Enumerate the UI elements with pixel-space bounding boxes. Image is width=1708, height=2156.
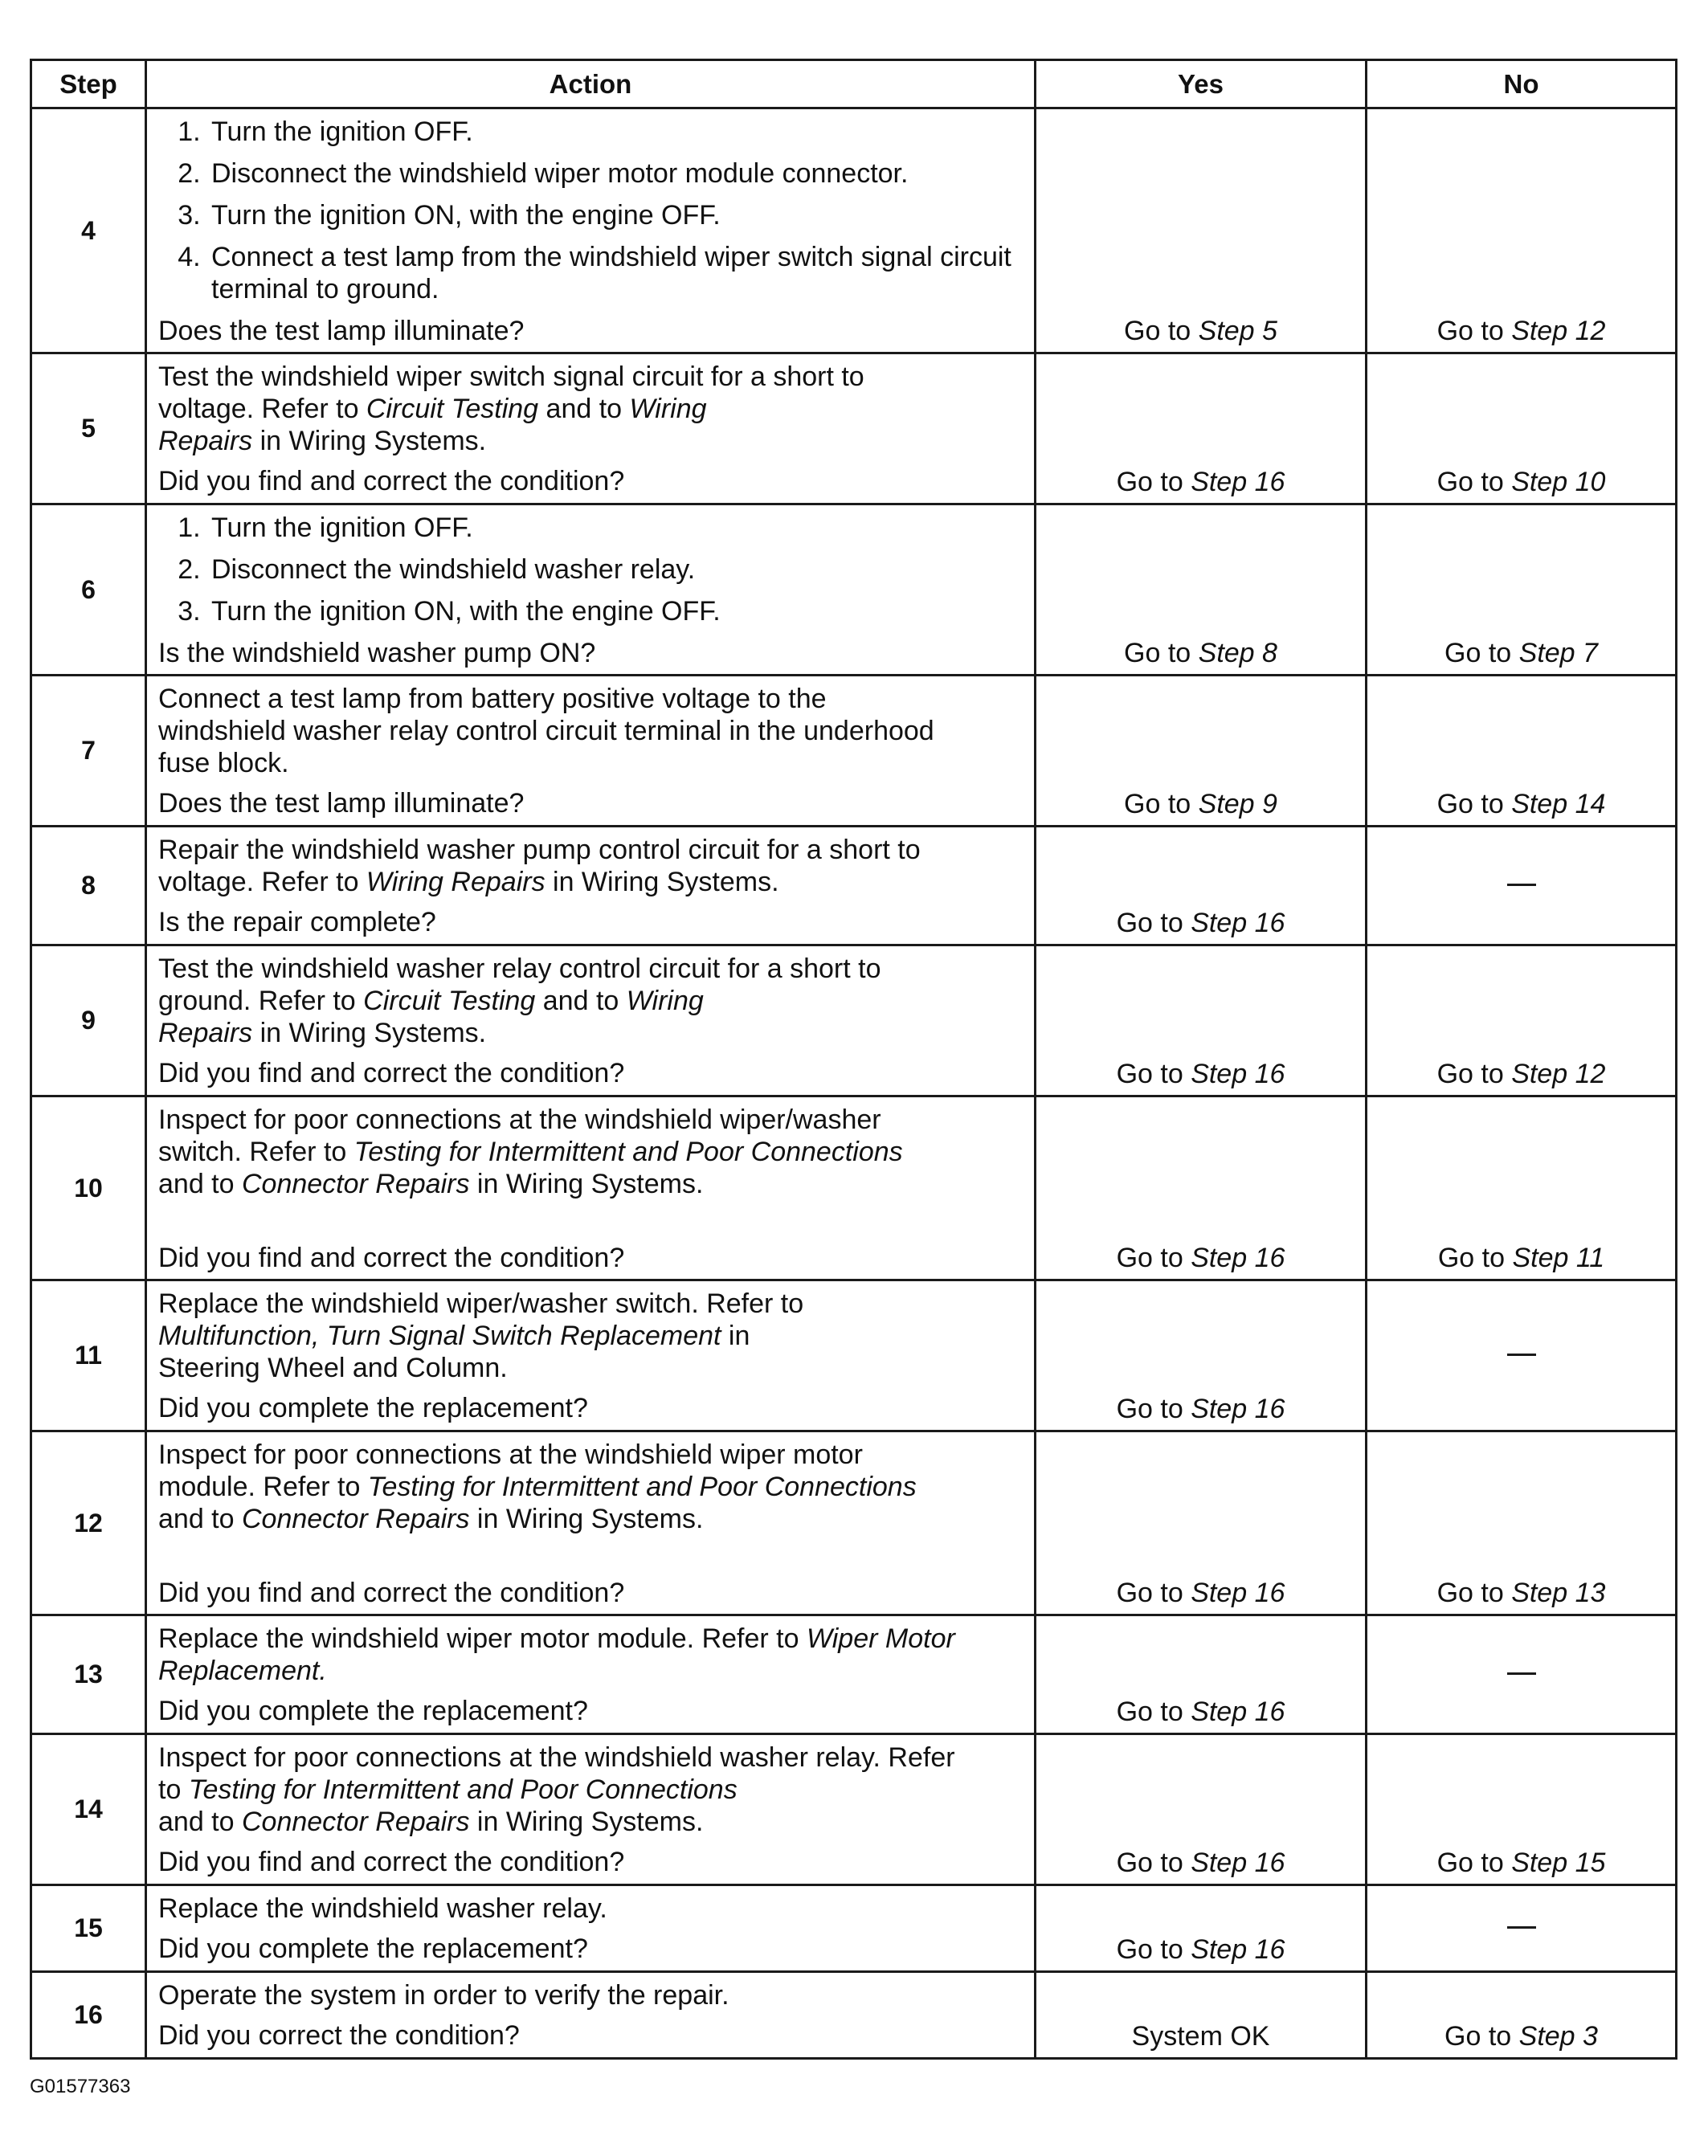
header-step: Step: [31, 60, 146, 108]
reference-link-text: Wiring: [626, 986, 704, 1016]
reference-link-text: Connector Repairs: [241, 1169, 470, 1199]
go-to-prefix: Go to: [1436, 1578, 1512, 1608]
step-number: 9: [31, 945, 146, 1096]
no-step-ref: Step 11: [1512, 1243, 1605, 1273]
no-step-ref: Step 14: [1511, 789, 1606, 819]
action-line: [158, 1017, 1023, 1049]
yes-result: [1036, 1431, 1367, 1615]
table-body: [31, 108, 1677, 2059]
no-step-ref: Step 12: [1511, 316, 1606, 346]
action-line: [158, 1806, 1023, 1838]
action-segment: Inspect for poor connections at the windshield wiper motor: [158, 1439, 863, 1470]
action-list-item: 4. Connect a test lamp from the windshield wiper switch signal circuit terminal to ground.: [208, 241, 1023, 305]
action-line: [158, 1352, 1023, 1384]
action-segment: module. Refer to: [158, 1472, 368, 1502]
table-row: [31, 1615, 1677, 1734]
yes-result: [1036, 1734, 1367, 1885]
step-number: 7: [31, 676, 146, 827]
action-segment: Replace the windshield washer relay.: [158, 1893, 607, 1924]
action-question: Did you find and correct the condition?: [158, 1847, 625, 1877]
action-text: [146, 1885, 1036, 1972]
step-number: 8: [31, 827, 146, 945]
action-line: [158, 1104, 1023, 1136]
action-segment: ground. Refer to: [158, 986, 364, 1016]
no-result: [1367, 108, 1677, 353]
action-segment: Replace the windshield wiper motor module. Refer to: [158, 1623, 807, 1654]
step-number: 14: [31, 1734, 146, 1885]
no-result: [1367, 353, 1677, 504]
reference-link-text: Repairs: [158, 426, 253, 456]
yes-step-ref: Step 16: [1191, 467, 1285, 497]
no-result: [1367, 1885, 1677, 1972]
no-result: [1367, 676, 1677, 827]
step-number: 5: [31, 353, 146, 504]
yes-result: [1036, 676, 1367, 827]
no-step-ref: Step 7: [1518, 638, 1598, 668]
yes-step-ref: Step 9: [1198, 789, 1277, 819]
action-segment: Inspect for poor connections at the windshield wiper/washer: [158, 1105, 881, 1135]
action-line: [158, 953, 1023, 985]
yes-step-ref: Step 16: [1191, 1848, 1285, 1878]
action-segment: Test the windshield washer relay control circuit for a short to: [158, 953, 881, 984]
action-line: [158, 1893, 1023, 1925]
action-text: [146, 1972, 1036, 2059]
action-line: [158, 1288, 1023, 1320]
action-segment: and to: [158, 1169, 242, 1199]
action-segment: and to: [158, 1504, 242, 1534]
reference-link-text: Multifunction, Turn Signal Switch Replacement: [158, 1321, 721, 1351]
yes-result: [1036, 108, 1367, 353]
table-row: [31, 1096, 1677, 1280]
action-list-item: 3. Turn the ignition ON, with the engine OFF.: [208, 595, 1023, 627]
action-line: [158, 1439, 1023, 1471]
table-row: [31, 1280, 1677, 1431]
diagnostic-table: [30, 59, 1677, 2060]
go-to-prefix: Go to: [1436, 1059, 1512, 1089]
action-list-item: 2. Disconnect the windshield wiper motor module connector.: [208, 157, 1023, 190]
no-step-ref: Step 10: [1511, 467, 1606, 497]
action-text: [146, 353, 1036, 504]
action-line: [158, 1655, 1023, 1687]
table-header-row: [31, 60, 1677, 108]
step-number: 16: [31, 1972, 146, 2059]
go-to-prefix: Go to: [1437, 1243, 1513, 1273]
go-to-prefix: Go to: [1116, 908, 1191, 938]
action-line: [158, 1320, 1023, 1352]
step-number: 15: [31, 1885, 146, 1972]
action-segment: Inspect for poor connections at the windshield washer relay. Refer: [158, 1742, 955, 1773]
go-to-prefix: Go to: [1116, 1243, 1191, 1273]
figure-id: G01577363: [30, 2076, 131, 2097]
go-to-prefix: Go to: [1124, 316, 1199, 346]
step-number: 13: [31, 1615, 146, 1734]
action-segment: voltage. Refer to: [158, 867, 366, 897]
table-row: [31, 676, 1677, 827]
header-action: Action: [146, 60, 1036, 108]
action-segment: to: [158, 1774, 189, 1805]
action-text: [146, 827, 1036, 945]
go-to-prefix: Go to: [1116, 1578, 1191, 1608]
yes-step-ref: Step 16: [1191, 1243, 1285, 1273]
action-line: [158, 1136, 1023, 1168]
action-text: [146, 1280, 1036, 1431]
no-result: [1367, 1734, 1677, 1885]
yes-step-ref: Step 16: [1191, 908, 1285, 938]
table-row: [31, 353, 1677, 504]
action-list-item: 1. Turn the ignition OFF.: [208, 116, 1023, 148]
no-result: [1367, 1096, 1677, 1280]
reference-link-text: Testing for Intermittent and Poor Connections: [353, 1137, 903, 1167]
action-segment: in Wiring Systems.: [469, 1807, 704, 1837]
action-list-item: 1. Turn the ignition OFF.: [208, 512, 1023, 544]
reference-link-text: Replacement.: [158, 1656, 327, 1686]
no-step-ref: Step 13: [1511, 1578, 1606, 1608]
action-line: [158, 866, 1023, 898]
go-to-prefix: Go to: [1116, 1934, 1191, 1965]
yes-result: [1036, 1280, 1367, 1431]
go-to-prefix: Go to: [1444, 638, 1519, 668]
em-dash: [1507, 884, 1536, 886]
action-question: Did you find and correct the condition?: [158, 1578, 625, 1608]
reference-link-text: Circuit Testing: [366, 394, 539, 424]
action-line: [158, 1979, 1023, 2011]
table-row: [31, 827, 1677, 945]
action-list: [158, 116, 1023, 305]
action-list-item: 3. Turn the ignition ON, with the engine OFF.: [208, 199, 1023, 231]
action-text: [146, 1615, 1036, 1734]
action-segment: Steering Wheel and Column.: [158, 1353, 508, 1383]
action-question: Is the windshield washer pump ON?: [158, 638, 596, 668]
yes-step-ref: Step 16: [1191, 1059, 1285, 1089]
action-segment: fuse block.: [158, 748, 289, 778]
yes-result: [1036, 1096, 1367, 1280]
action-segment: in: [721, 1321, 750, 1351]
no-result: [1367, 945, 1677, 1096]
go-to-prefix: Go to: [1436, 316, 1512, 346]
reference-link-text: Connector Repairs: [241, 1807, 470, 1837]
go-to-prefix: Go to: [1444, 2021, 1519, 2052]
no-result: [1367, 1431, 1677, 1615]
yes-result: [1036, 945, 1367, 1096]
yes-result: [1036, 1972, 1367, 2059]
reference-link-text: Circuit Testing: [363, 986, 536, 1016]
yes-step-ref: Step 16: [1191, 1697, 1285, 1727]
table-row: [31, 1734, 1677, 1885]
action-segment: Repair the windshield washer pump control circuit for a short to: [158, 835, 921, 865]
yes-step-ref: Step 16: [1191, 1934, 1285, 1965]
action-question: Did you correct the condition?: [158, 2020, 520, 2051]
action-question: Does the test lamp illuminate?: [158, 788, 525, 819]
yes-step-ref: Step 16: [1191, 1578, 1285, 1608]
action-question: Did you find and correct the condition?: [158, 466, 625, 496]
no-result: [1367, 827, 1677, 945]
go-to-prefix: Go to: [1116, 467, 1191, 497]
table-row: [31, 504, 1677, 676]
reference-link-text: Wiring: [629, 394, 707, 424]
no-result: [1367, 1615, 1677, 1734]
action-text: [146, 676, 1036, 827]
action-line: [158, 834, 1023, 866]
reference-link-text: Testing for Intermittent and Poor Connections: [367, 1472, 917, 1502]
action-list: [158, 512, 1023, 627]
go-to-prefix: Go to: [1124, 789, 1199, 819]
action-line: [158, 1503, 1023, 1535]
action-segment: and to: [158, 1807, 242, 1837]
no-step-ref: Step 15: [1511, 1848, 1606, 1878]
table-row: [31, 1885, 1677, 1972]
action-line: [158, 1742, 1023, 1774]
reference-link-text: Repairs: [158, 1018, 253, 1048]
yes-result: [1036, 1885, 1367, 1972]
action-line: [158, 425, 1023, 457]
step-number: 10: [31, 1096, 146, 1280]
action-list-item: 2. Disconnect the windshield washer relay.: [208, 553, 1023, 586]
table-row: [31, 1972, 1677, 2059]
reference-link-text: Connector Repairs: [241, 1504, 470, 1534]
step-number: 12: [31, 1431, 146, 1615]
action-question: Did you complete the replacement?: [158, 1696, 588, 1726]
yes-result-text: System OK: [1131, 2021, 1270, 2052]
action-line: [158, 393, 1023, 425]
action-question: Did you find and correct the condition?: [158, 1058, 625, 1088]
action-segment: in Wiring Systems.: [252, 426, 487, 456]
action-segment: Operate the system in order to verify the repair.: [158, 1980, 729, 2011]
yes-step-ref: Step 5: [1198, 316, 1277, 346]
action-segment: switch. Refer to: [158, 1137, 354, 1167]
go-to-prefix: Go to: [1436, 1848, 1512, 1878]
go-to-prefix: Go to: [1124, 638, 1199, 668]
go-to-prefix: Go to: [1116, 1848, 1191, 1878]
action-segment: and to: [538, 394, 630, 424]
em-dash: [1507, 1672, 1536, 1675]
no-step-ref: Step 12: [1511, 1059, 1606, 1089]
action-text: [146, 504, 1036, 676]
header-yes: Yes: [1036, 60, 1367, 108]
action-segment: in Wiring Systems.: [469, 1169, 704, 1199]
reference-link-text: Wiper Motor: [806, 1623, 955, 1654]
go-to-prefix: Go to: [1116, 1059, 1191, 1089]
em-dash: [1507, 1926, 1536, 1929]
step-number: 6: [31, 504, 146, 676]
action-text: [146, 1734, 1036, 1885]
table-row: [31, 1431, 1677, 1615]
no-step-ref: Step 3: [1518, 2021, 1598, 2052]
action-text: [146, 108, 1036, 353]
go-to-prefix: Go to: [1436, 789, 1512, 819]
yes-step-ref: Step 16: [1191, 1394, 1285, 1424]
action-segment: in Wiring Systems.: [545, 867, 779, 897]
action-line: [158, 747, 1023, 779]
action-segment: voltage. Refer to: [158, 394, 366, 424]
no-result: [1367, 1972, 1677, 2059]
action-segment: Connect a test lamp from battery positive voltage to the: [158, 684, 827, 714]
action-segment: Replace the windshield wiper/washer switch. Refer to: [158, 1288, 804, 1319]
action-line: [158, 1168, 1023, 1200]
action-question: Did you complete the replacement?: [158, 1933, 588, 1964]
action-text: [146, 1096, 1036, 1280]
action-text: [146, 1431, 1036, 1615]
go-to-prefix: Go to: [1116, 1697, 1191, 1727]
go-to-prefix: Go to: [1116, 1394, 1191, 1424]
header-no: No: [1367, 60, 1677, 108]
reference-link-text: Wiring Repairs: [366, 867, 545, 897]
action-line: [158, 1471, 1023, 1503]
action-question: Does the test lamp illuminate?: [158, 316, 525, 346]
action-line: [158, 683, 1023, 715]
action-line: [158, 1774, 1023, 1806]
action-text: [146, 945, 1036, 1096]
action-segment: and to: [535, 986, 627, 1016]
yes-result: [1036, 1615, 1367, 1734]
step-number: 4: [31, 108, 146, 353]
table-row: [31, 108, 1677, 353]
reference-link-text: Testing for Intermittent and Poor Connections: [188, 1774, 738, 1805]
action-line: [158, 715, 1023, 747]
action-line: [158, 985, 1023, 1017]
action-question: Did you complete the replacement?: [158, 1393, 588, 1423]
yes-result: [1036, 353, 1367, 504]
yes-step-ref: Step 8: [1198, 638, 1277, 668]
action-line: [158, 361, 1023, 393]
em-dash: [1507, 1354, 1536, 1356]
action-line: [158, 1623, 1023, 1655]
step-number: 11: [31, 1280, 146, 1431]
action-segment: in Wiring Systems.: [469, 1504, 704, 1534]
yes-result: [1036, 504, 1367, 676]
no-result: [1367, 504, 1677, 676]
action-question: Is the repair complete?: [158, 907, 436, 937]
no-result: [1367, 1280, 1677, 1431]
action-segment: Test the windshield wiper switch signal circuit for a short to: [158, 361, 864, 392]
go-to-prefix: Go to: [1436, 467, 1512, 497]
action-segment: windshield washer relay control circuit terminal in the underhood: [158, 716, 934, 746]
action-segment: in Wiring Systems.: [252, 1018, 487, 1048]
table-row: [31, 945, 1677, 1096]
yes-result: [1036, 827, 1367, 945]
action-question: Did you find and correct the condition?: [158, 1243, 625, 1273]
